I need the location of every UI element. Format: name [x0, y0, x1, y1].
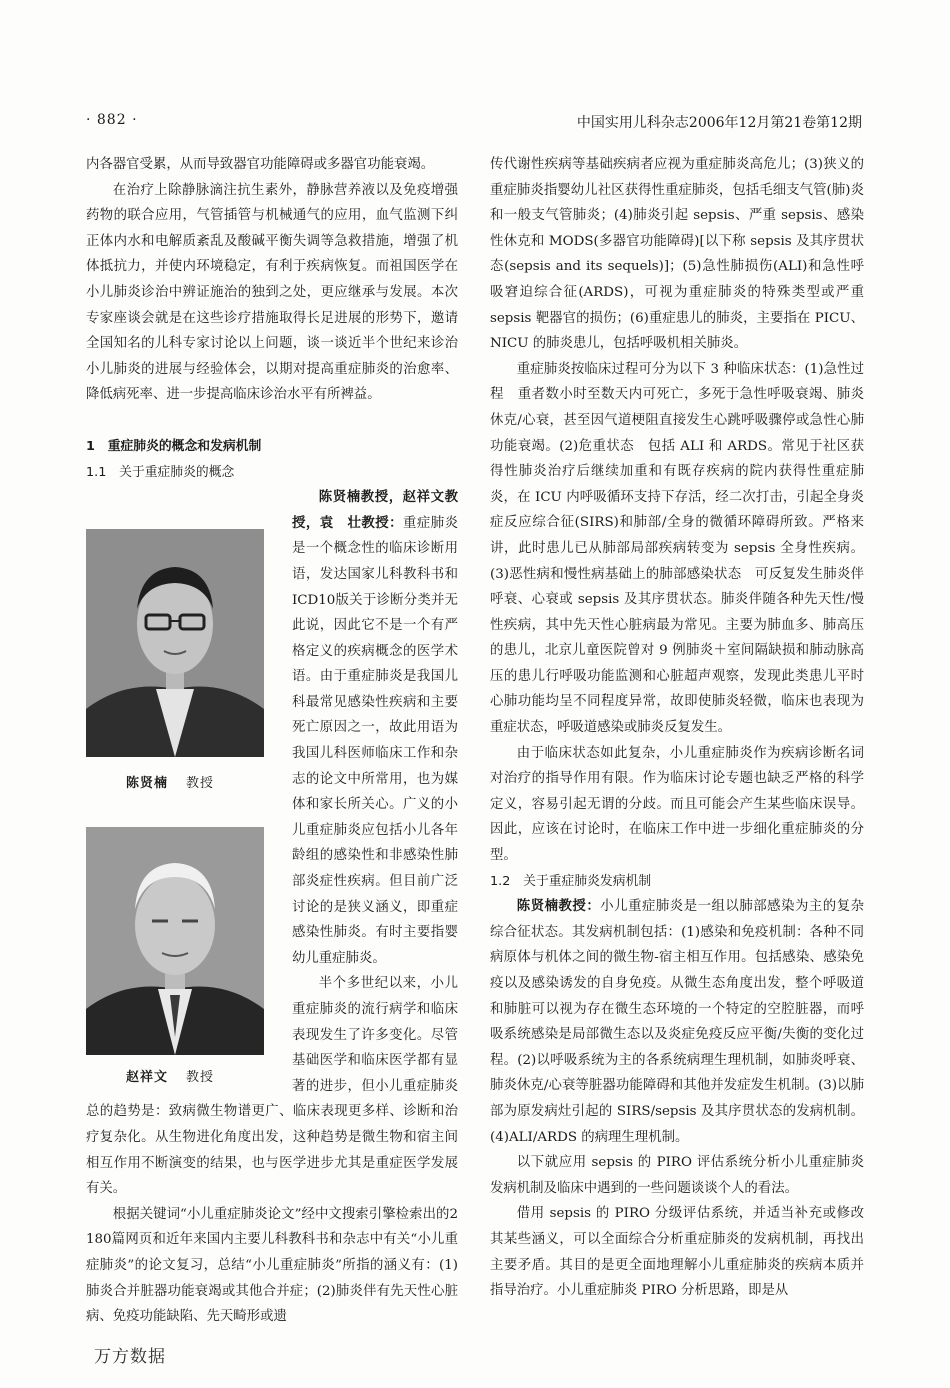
paragraph: 内各器官受累，从而导致器官功能障碍或多器官功能衰竭。 — [86, 157, 435, 172]
photo-caption-zhao — [126, 1065, 214, 1091]
watermark-text: 万方数据 — [94, 1347, 166, 1367]
paragraph: 由于临床状态如此复杂，小儿重症肺炎作为疾病诊断名词对治疗的指导作用有限。作为临床讨论专题也缺乏严格的科学定义，容易引起无谓的分歧。而且可能会产生某些临床误导。因此，应该在讨论时，在临床工作中进一步细化重症肺炎的分型。 — [490, 745, 864, 864]
paragraph: 在治疗上除静脉滴注抗生素外，静脉营养液以及免疫增强药物的联合应用，气管插管与机械通气的应用，血气监测下纠正体内水和电解质紊乱及酸碱平衡失调等急救措施，增强了机体抵抗力，并使内环境稳定，有利于疾病恢复。而祖国医学在小儿肺炎诊治中辨证施治的独到之处，更应继承与发展。本次专家座谈会就是在这些诊疗措施取得长足进展的形势下，邀请全国知名的儿科专家讨论以上问题，谈一谈近半个世纪来诊治小儿肺炎的进展与经验体会，以期对提高重症肺炎的治愈率、降低病死率、进一步提高临床诊治水平有所裨益。 — [86, 182, 458, 403]
page-number: · 882 · — [86, 112, 138, 128]
paragraph: 重症肺炎按临床过程可分为以下 3 种临床状态：(1)急性过程 重者数小时至数天内可死亡，多死于急性呼吸衰竭、肺炎休克/心衰，甚至因气道梗阻直接发生心跳呼吸骤停或急性心肺功能衰竭。(2)危重状态 包括 ALI 和 ARDS。常见于社区获得性肺炎治疗后继续加重和有既存疾病的院内获得性重症肺炎，在 ICU 内呼吸循环支持下存活，经二次打击，引起全身炎症反应综合征(SIRS)和肺部/全身的微循环障碍所致。严格来讲，此时患儿已从肺部局部疾病转变为 sepsis 全身性疾病。(3)恶性病和慢性病基础上的肺部感染状态 可反复发生肺炎伴呼衰、心衰或 sepsis 及其序贯状态。肺炎伴随各种先天性/慢性疾病，其中先天性心脏病最为常见。主要为肺血多、肺高压的患儿，北京儿童医院曾对 9 例肺炎＋室间隔缺损和肺动脉高压的患儿行呼吸功能监测和心脏超声观察，发现此类患儿平时心肺功能均呈不同程度异常，故即使肺炎轻微，临床也表现为重症状态，呼吸道感染或肺炎反复发生。 — [490, 361, 864, 736]
subsection-heading: 1.1 关于重症肺炎的概念 — [86, 464, 235, 480]
left-column — [86, 152, 458, 1330]
photo-column — [86, 489, 284, 1086]
concept-block — [86, 485, 458, 1202]
portrait-photo-chen — [86, 529, 264, 757]
caption-title: 教授 — [186, 1070, 215, 1086]
paragraph — [490, 894, 864, 1150]
subsection-heading: 1.2 关于重症肺炎发病机制 — [490, 873, 652, 889]
paragraph: 以下就应用 sepsis 的 PIRO 评估系统分析小儿重症肺炎发病机制及临床中遇到的一些问题谈谈个人的看法。 — [490, 1155, 864, 1196]
paragraph: 根据关键词“小儿重症肺炎论文”经中文搜索引擎检索出的2 180篇网页和近年来国内主要儿科教科书和杂志中有关“小儿重症肺炎”的论文复习，总结“小儿重症肺炎”所指的涵义有：(1)肺炎合并脏器功能衰竭或其他合并症；(2)肺炎伴有先天性心脏病、免疫功能缺陷、先天畸形或遗 — [86, 1206, 458, 1325]
expert-names: 陈贤楠教授，赵祥文教授，袁 壮教授： — [292, 489, 458, 531]
caption-name: 赵祥文 — [126, 1070, 169, 1086]
paragraph: 传代谢性疾病等基础疾病者应视为重症肺炎高危儿；(3)狭义的重症肺炎指婴幼儿社区获得性重症肺炎，包括毛细支气管(肺)炎和一般支气管肺炎；(4)肺炎引起 sepsis、严重 sepsis、感染性休克和 MODS(多器官功能障碍)[以下称 sepsis 及其序贯状态(sepsis and its sequels)]；(5)急性肺损伤(ALI)和急性呼吸窘迫综合征(ARDS)，可视为重症肺炎的特殊类型或严重 sepsis 靶器官的损伤；(6)重症患儿的肺炎，主要指在 PICU、NICU 的肺炎患儿，包括呼吸机相关肺炎。 — [490, 157, 864, 352]
photo-caption-chen — [126, 771, 214, 797]
paragraph-text: 重症肺炎是一个概念性的临床诊断用语，发达国家儿科教科书和ICD10版关于诊断分类并无此说，因此它不是一个有严格定义的疾病概念的医学术语。由于重症肺炎是我国儿科最常见感染性疾病和主要死亡原因之一，故此用语为我国儿科医师临床工作和杂志的论文中所常用，也为媒体和家长所关心。广义的小儿重症肺炎应包括小儿各年龄组的感染性和非感染性肺部炎症性疾病。但目前广泛讨论的是狭义涵义，即重症感染性肺炎。有时主要指婴幼儿重症肺炎。 — [292, 515, 459, 966]
paragraph-text: 小儿重症肺炎是一组以肺部感染为主的复杂综合征状态。其发病机制包括：(1)感染和免疫机制：各种不同病原体与机体之间的微生物-宿主相互作用。包括感染、感染免疫以及感染诱发的自身免疫。从微生态角度出发，整个呼吸道和肺脏可以视为存在微生态环境的一个特定的空腔脏器，而呼吸系统感染是局部微生态以及炎症免疫反应平衡/失衡的变化过程。(2)以呼吸系统为主的各系统病理生理机制，如肺炎呼衰、肺炎休克/心衰等脏器功能障碍和其他并发症发生机制。(3)以肺部为原发病灶引起的 SIRS/sepsis 及其序贯状态的发病机制。(4)ALI/ARDS 的病理生理机制。 — [490, 899, 864, 1145]
paragraph: 半个多世纪以来，小儿重症肺炎的流行病学和临床表现发生了许多变化。尽管基础医学和临床医学都有显著的进步，但小儿重症肺炎总的趋势是：致病微生物谱更广、临床表现更多样、诊断和治疗复杂化。从生物进化角度出发，这种趋势是微生物和宿主间相互作用不断演变的结果，也与医学进步尤其是重症医学发展有关。 — [86, 976, 458, 1197]
caption-name: 陈贤楠 — [126, 776, 169, 792]
journal-header: 中国实用儿科杂志2006年12月第21卷第12期 — [576, 115, 862, 131]
right-column — [490, 152, 864, 1304]
caption-title: 教授 — [186, 776, 215, 792]
expert-name: 陈贤楠教授： — [516, 898, 601, 915]
portrait-photo-zhao — [86, 827, 264, 1055]
section-heading: 1 重症肺炎的概念和发病机制 — [86, 438, 262, 454]
paragraph: 借用 sepsis 的 PIRO 分级评估系统，并适当补充或修改其某些涵义，可以全面综合分析重症肺炎的发病机制，再找出主要矛盾。其目的是更全面地理解小儿重症肺炎的疾病本质并指导治疗。小儿重症肺炎 PIRO 分析思路，即是从 — [490, 1206, 864, 1299]
